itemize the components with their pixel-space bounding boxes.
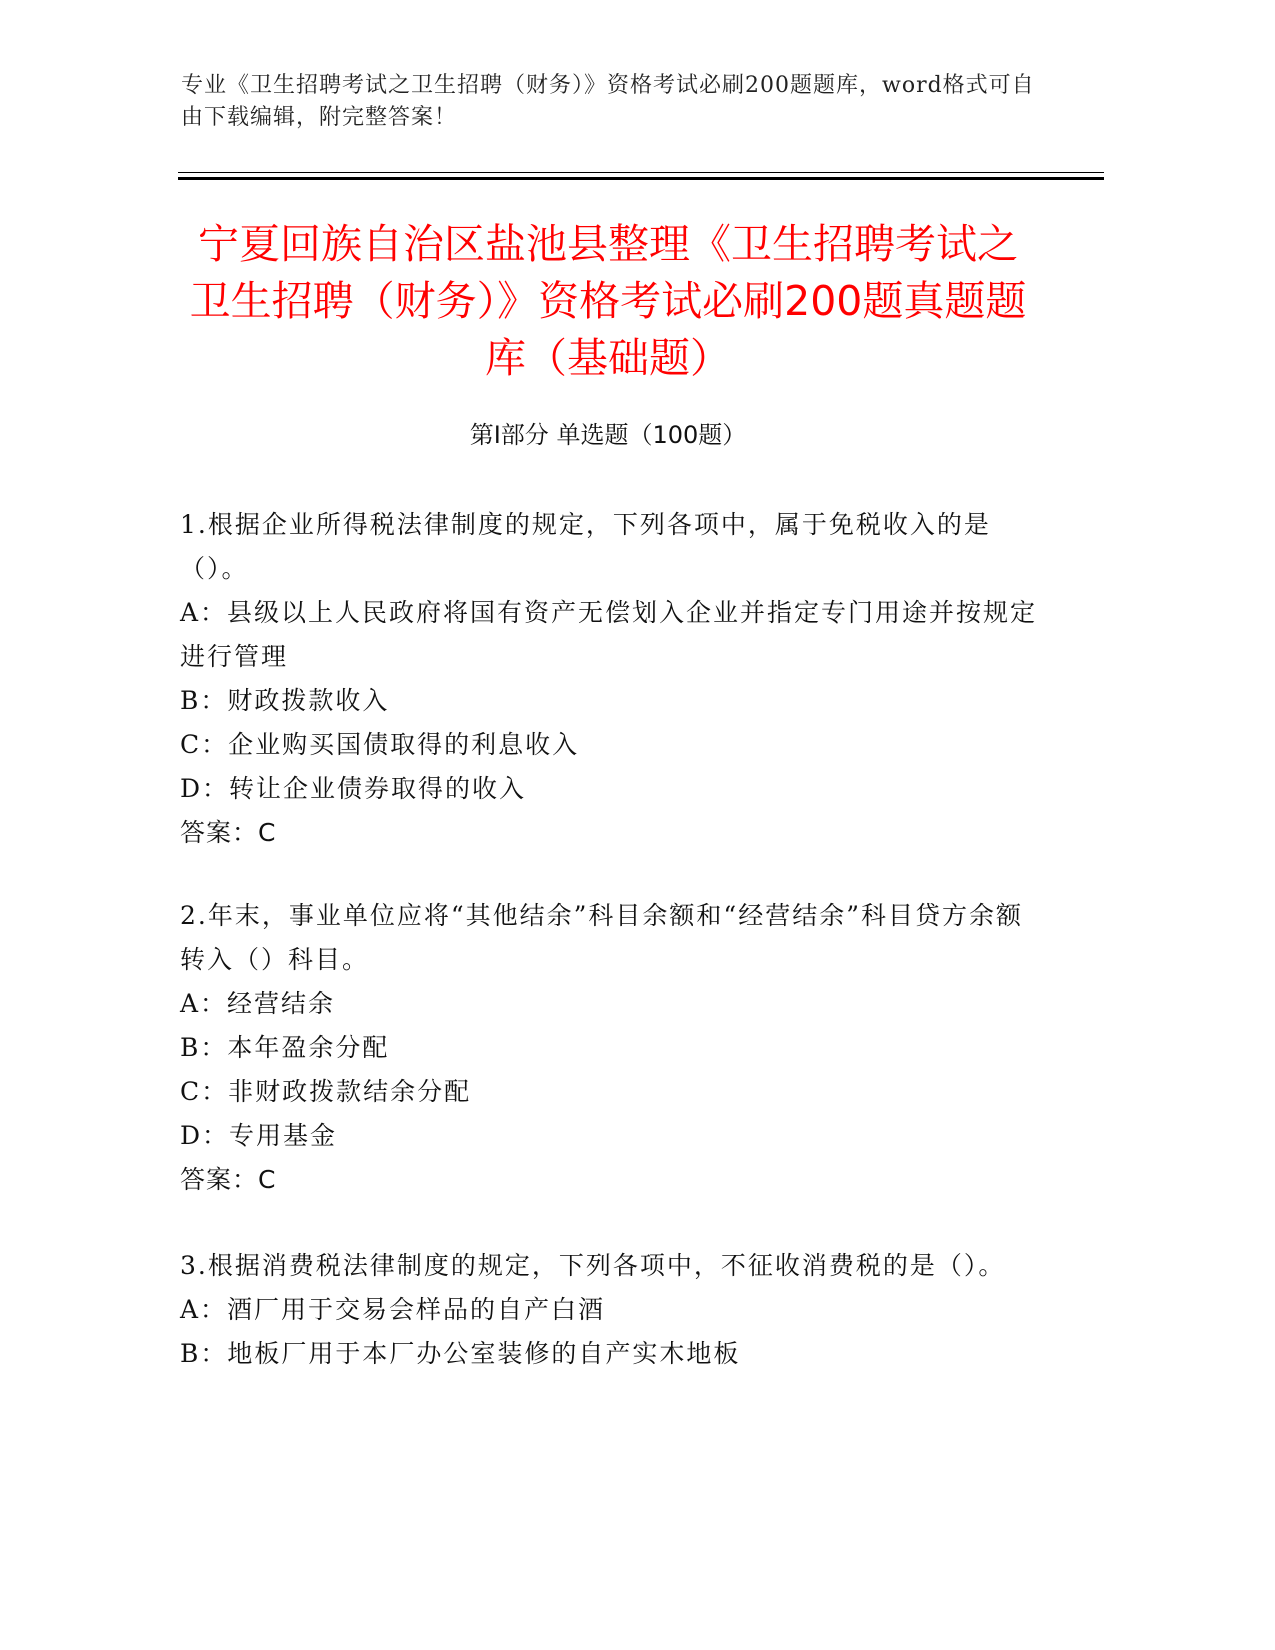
- answer: 答案：C: [180, 818, 277, 847]
- option-d: D：专用基金: [180, 1121, 338, 1150]
- option-a: A：经营结余: [180, 989, 336, 1018]
- option-c: C：企业购买国债取得的利息收入: [180, 730, 580, 759]
- document-title: 宁夏回族自治区盐池县整理《卫生招聘考试之卫生招聘（财务）》资格考试必刷200题真题题库（基础题）: [189, 220, 1027, 382]
- header-rule-thin: [178, 172, 1104, 173]
- answer: 答案：C: [180, 1165, 277, 1194]
- header-note: 专业《卫生招聘考试之卫生招聘（财务）》资格考试必刷200题题库，word格式可自由下载编辑，附完整答案！: [181, 73, 1035, 130]
- option-a: A：县级以上人民政府将国有资产无偿划入企业并指定专门用途并按规定进行管理: [180, 598, 1038, 671]
- header-rule-thick: [178, 177, 1104, 180]
- option-a: A：酒厂用于交易会样品的自产白酒: [180, 1295, 606, 1324]
- question-2: [180, 894, 1040, 1202]
- question-3: [180, 1244, 1040, 1376]
- option-c: C：非财政拨款结余分配: [180, 1077, 472, 1106]
- section-title: 第I部分 单选题（100题）: [469, 421, 747, 449]
- question-stem: 3.根据消费税法律制度的规定，下列各项中，不征收消费税的是（）。: [180, 1251, 1006, 1280]
- question-stem: 1.根据企业所得税法律制度的规定，下列各项中，属于免税收入的是（）。: [180, 510, 991, 583]
- option-b: B：本年盈余分配: [180, 1033, 390, 1062]
- option-b: B：地板厂用于本厂办公室装修的自产实木地板: [180, 1339, 741, 1368]
- option-d: D：转让企业债券取得的收入: [180, 774, 527, 803]
- question-stem: 2.年末，事业单位应将“其他结余”科目余额和“经营结余”科目贷方余额转入（）科目。: [180, 901, 1023, 974]
- option-b: B：财政拨款收入: [180, 686, 390, 715]
- question-1: [180, 503, 1040, 855]
